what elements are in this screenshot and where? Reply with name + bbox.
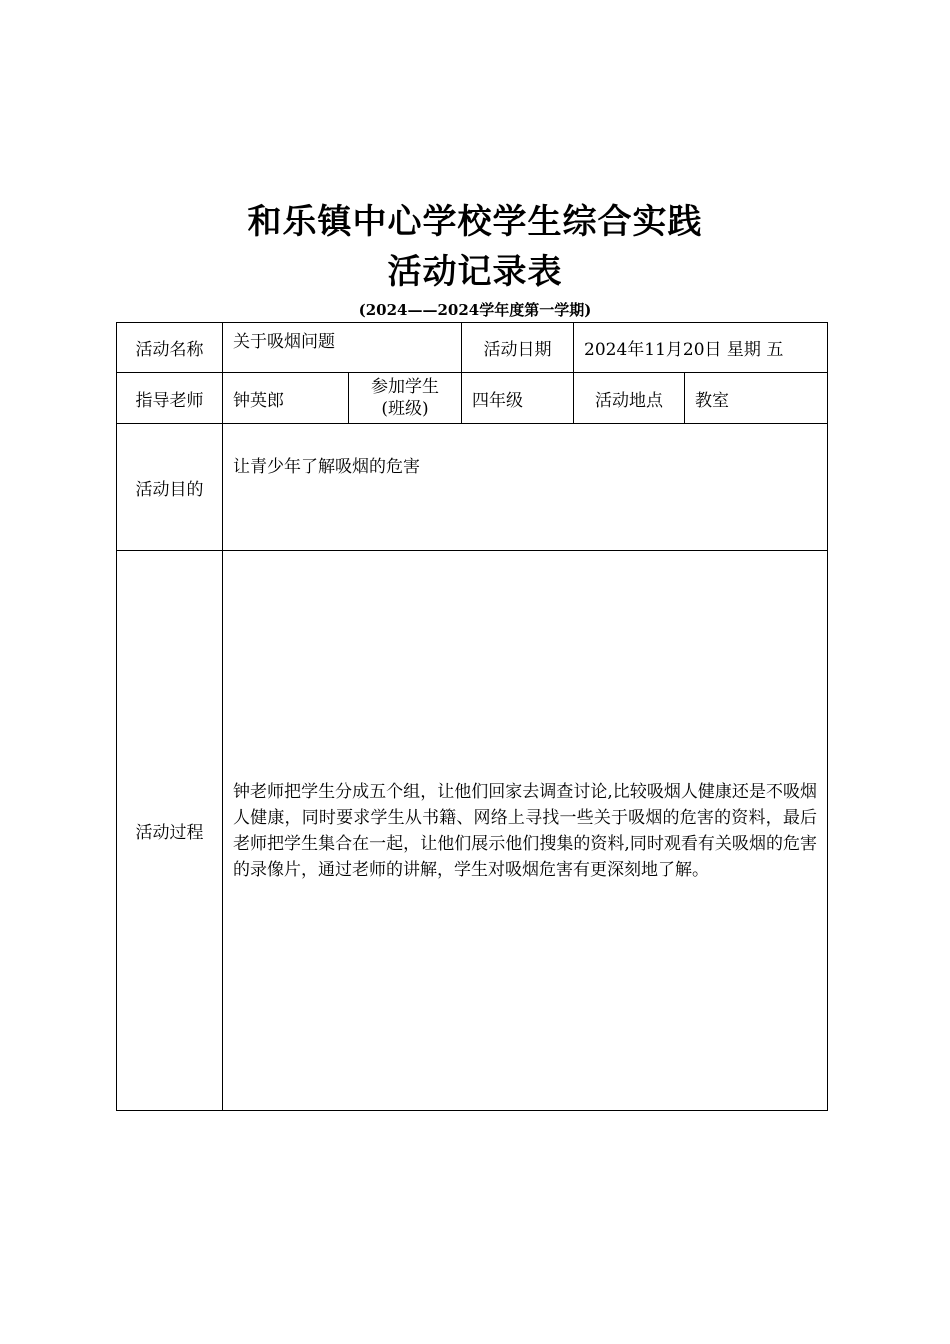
students-label-line2: (班级) <box>381 399 429 419</box>
activity-name-value: 关于吸烟问题 <box>223 323 462 373</box>
activity-record-table <box>116 322 828 1111</box>
row-process <box>117 551 828 1111</box>
purpose-label: 活动目的 <box>117 424 223 551</box>
location-label: 活动地点 <box>574 373 685 424</box>
students-label <box>349 373 462 424</box>
row-purpose <box>117 424 828 551</box>
process-value: 钟老师把学生分成五个组，让他们回家去调查讨论,比较吸烟人健康还是不吸烟人健康，同时要求学生从书籍、网络上寻找一些关于吸烟的危害的资料，最后老师把学生集合在一起，让他们展示他们搜集的资料,同时观看有关吸烟的危害的录像片，通过老师的讲解，学生对吸烟危害有更深刻地了解。 <box>223 551 828 1111</box>
activity-date-label: 活动日期 <box>462 323 574 373</box>
row-name-date <box>117 323 828 373</box>
row-teacher-students-location <box>117 373 828 424</box>
form-title-line2: 活动记录表 <box>387 252 563 292</box>
location-value: 教室 <box>685 373 828 424</box>
process-label: 活动过程 <box>117 551 223 1111</box>
teacher-label: 指导老师 <box>117 373 223 424</box>
activity-name-label: 活动名称 <box>117 323 223 373</box>
semester-subtitle: (2024——2024学年度第一学期) <box>358 301 592 319</box>
activity-date-value: 2024年11月20日 星期 五 <box>574 323 828 373</box>
students-label-line1: 参加学生 <box>371 377 439 397</box>
form-title-line1: 和乐镇中心学校学生综合实践 <box>247 202 703 242</box>
purpose-value: 让青少年了解吸烟的危害 <box>223 424 828 551</box>
students-value: 四年级 <box>462 373 574 424</box>
teacher-value: 钟英郎 <box>223 373 349 424</box>
